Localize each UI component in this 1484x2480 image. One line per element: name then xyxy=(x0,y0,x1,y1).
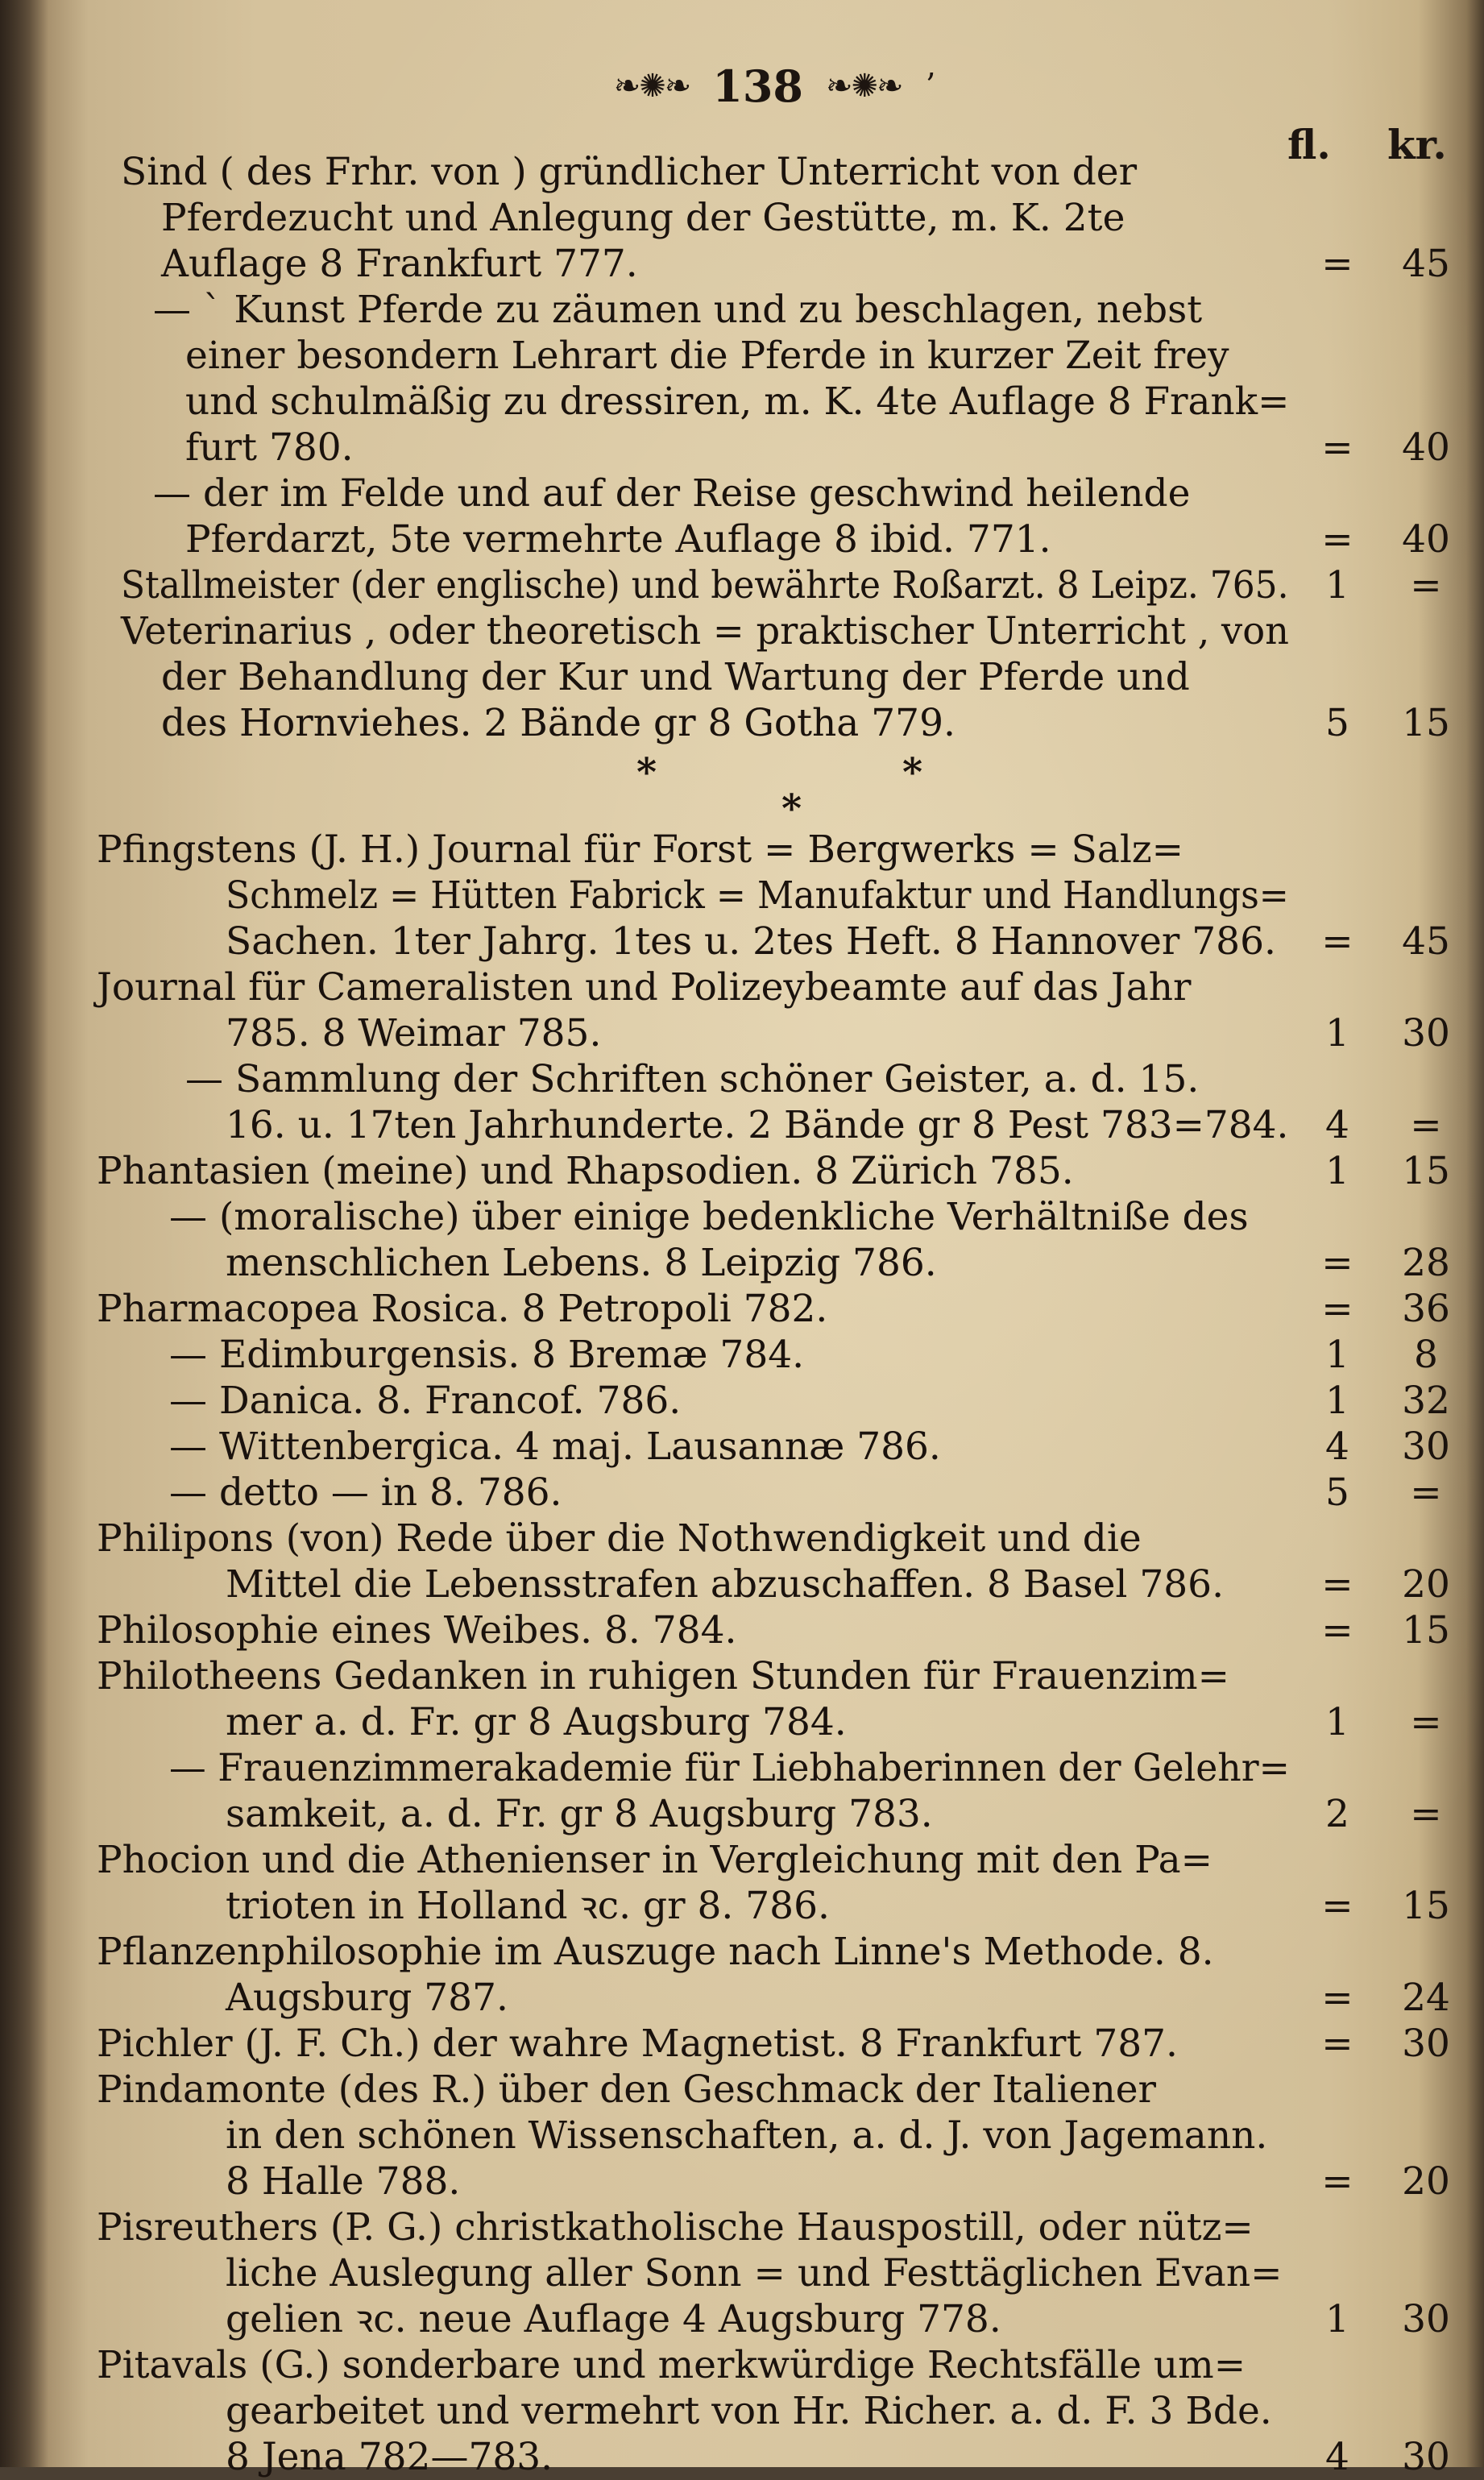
entry-line xyxy=(121,149,1484,195)
entry-line xyxy=(121,1102,1484,1148)
entry-text: gelien ꝛc. neue Auflage 4 Augsburg 778. xyxy=(226,2297,1001,2341)
entry-line xyxy=(121,2159,1484,2204)
entry-text: des Hornviehes. 2 Bände gr 8 Gotha 779. xyxy=(161,701,955,745)
entry-text: Mittel die Lebensstrafen abzuschaffen. 8 Basel 786. xyxy=(226,1562,1225,1607)
entry-line xyxy=(121,608,1484,654)
entry-text: — Danica. 8. Francof. 786. xyxy=(169,1379,682,1423)
catalog-entry xyxy=(97,2204,1484,2342)
entry-text: samkeit, a. d. Fr. gr 8 Augsburg 783. xyxy=(226,1792,933,1836)
catalog-entry xyxy=(121,1332,1484,1378)
price-florin: = xyxy=(1321,517,1353,562)
entry-text: 16. u. 17ten Jahrhunderte. 2 Bände gr 8 Pest 783=784. xyxy=(226,1103,1289,1147)
entry-text: 785. 8 Weimar 785. xyxy=(226,1011,602,1055)
entry-line xyxy=(121,471,1484,516)
entry-text: Philosophie eines Weibes. 8. 784. xyxy=(97,1608,737,1653)
entry-line xyxy=(121,2296,1484,2342)
entry-line xyxy=(121,700,1484,746)
catalog-entry xyxy=(97,1653,1484,1745)
entry-text: gearbeitet und vermehrt von Hr. Richer. a. d. F. 3 Bde. xyxy=(226,2389,1272,2433)
entry-text: Veterinarius , oder theoretisch = praktischer Unterricht , von xyxy=(121,609,1289,653)
entry-text: Phocion und die Athenienser in Vergleichung mit den Pa= xyxy=(97,1838,1213,1882)
catalog-entry xyxy=(97,1929,1484,2021)
entry-line xyxy=(121,241,1484,287)
price-florin: 5 xyxy=(1325,1470,1349,1515)
price-florin: 5 xyxy=(1325,701,1349,745)
catalog-entry xyxy=(121,608,1484,746)
catalog-entry xyxy=(97,964,1484,1056)
entry-line xyxy=(97,2204,1484,2250)
column-header-kr: kr. xyxy=(1387,121,1447,168)
entry-line xyxy=(97,964,1484,1010)
entry-text: Pferdarzt, 5te vermehrte Auflage 8 ibid. 771. xyxy=(185,517,1051,562)
price-florin: = xyxy=(1321,1287,1353,1331)
entry-line xyxy=(97,1929,1484,1975)
entry-line xyxy=(121,562,1484,608)
page-header xyxy=(564,58,983,114)
catalog-entries xyxy=(97,149,1484,2480)
entry-line xyxy=(121,1561,1484,1607)
entry-line xyxy=(97,2021,1484,2067)
divider-star: * xyxy=(902,750,923,795)
entry-text: Auflage 8 Frankfurt 777. xyxy=(161,242,638,286)
entry-line xyxy=(121,1424,1484,1470)
entry-line xyxy=(97,1607,1484,1653)
entry-line xyxy=(121,1745,1484,1791)
entry-line xyxy=(121,379,1484,425)
catalog-entry xyxy=(121,1194,1484,1286)
catalog-entry xyxy=(97,827,1484,964)
entry-text: mer a. d. Fr. gr 8 Augsburg 784. xyxy=(226,1700,847,1744)
entry-text: menschlichen Lebens. 8 Leipzig 786. xyxy=(226,1241,937,1285)
entry-line xyxy=(121,1056,1484,1102)
price-kreuzer: 30 xyxy=(1402,2435,1450,2479)
entry-text: Philipons (von) Rede über die Nothwendigkeit und die xyxy=(97,1516,1142,1561)
price-florin: 4 xyxy=(1325,1103,1349,1147)
price-florin: = xyxy=(1321,2159,1353,2204)
entry-text: Journal für Cameralisten und Polizeybeamte auf das Jahr xyxy=(97,965,1192,1010)
catalog-entry xyxy=(97,1516,1484,1607)
book-gutter xyxy=(0,0,48,2467)
entry-text: — der im Felde und auf der Reise geschwind heilende xyxy=(153,471,1191,516)
price-florin: 1 xyxy=(1325,563,1349,608)
catalog-entry xyxy=(121,562,1484,608)
entry-line xyxy=(121,1470,1484,1516)
price-kreuzer: 15 xyxy=(1402,1884,1450,1928)
entry-text: Pichler (J. F. Ch.) der wahre Magnetist. 8 Frankfurt 787. xyxy=(97,2022,1179,2066)
price-kreuzer: 30 xyxy=(1402,1011,1450,1055)
price-florin: = xyxy=(1321,1562,1353,1607)
catalog-entry xyxy=(97,1286,1484,1332)
entry-line xyxy=(121,2113,1484,2159)
catalog-entry xyxy=(97,2342,1484,2480)
entry-line xyxy=(97,2342,1484,2388)
catalog-entry xyxy=(97,1148,1484,1194)
price-kreuzer: 40 xyxy=(1402,425,1450,470)
entry-line xyxy=(97,1516,1484,1561)
entry-line xyxy=(121,1010,1484,1056)
entry-line xyxy=(121,1194,1484,1240)
entry-text: Pharmacopea Rosica. 8 Petropoli 782. xyxy=(97,1287,828,1331)
entry-text: Pisreuthers (P. G.) christkatholische Hauspostill, oder nütz= xyxy=(97,2205,1254,2250)
entry-text: — (moralische) über einige bedenkliche Verhältniße des xyxy=(169,1195,1249,1239)
entry-text: einer besondern Lehrart die Pferde in kurzer Zeit frey xyxy=(185,334,1229,378)
price-kreuzer: 30 xyxy=(1402,2297,1450,2341)
entry-line xyxy=(97,1286,1484,1332)
price-kreuzer: 30 xyxy=(1402,2022,1450,2066)
price-kreuzer: 15 xyxy=(1402,1149,1450,1193)
price-florin: 1 xyxy=(1325,1011,1349,1055)
page-number: 138 xyxy=(712,60,803,112)
entry-text: — Sammlung der Schriften schöner Geister, a. d. 15. xyxy=(185,1057,1200,1101)
entry-text: — Wittenbergica. 4 maj. Lausannæ 786. xyxy=(169,1425,941,1469)
price-florin: 2 xyxy=(1325,1792,1349,1836)
price-kreuzer: 20 xyxy=(1402,1562,1450,1607)
entry-text: Pferdezucht und Anlegung der Gestütte, m. K. 2te xyxy=(161,196,1125,240)
price-florin: 4 xyxy=(1325,2435,1349,2479)
price-kreuzer: 32 xyxy=(1402,1379,1450,1423)
price-kreuzer: 24 xyxy=(1402,1976,1450,2020)
entry-text: Pflanzenphilosophie im Auszuge nach Linne's Methode. 8. xyxy=(97,1930,1214,1974)
entry-text: 8 Jena 782—783. xyxy=(226,2435,553,2479)
entry-line xyxy=(97,1837,1484,1883)
price-florin: = xyxy=(1321,1241,1353,1285)
catalog-entry xyxy=(121,287,1484,471)
entry-text: Augsburg 787. xyxy=(226,1976,508,2020)
entry-text: Sachen. 1ter Jahrg. 1tes u. 2tes Heft. 8 Hannover 786. xyxy=(226,919,1276,964)
entry-line xyxy=(121,1883,1484,1929)
entry-text: — detto — in 8. 786. xyxy=(169,1470,562,1515)
catalog-entry xyxy=(121,1745,1484,1837)
price-kreuzer: = xyxy=(1410,1470,1442,1515)
entry-line xyxy=(121,1975,1484,2021)
price-kreuzer: 8 xyxy=(1414,1333,1438,1377)
catalog-entry xyxy=(121,1056,1484,1148)
entry-text: — Edimburgensis. 8 Bremæ 784. xyxy=(169,1333,805,1377)
entry-line xyxy=(97,827,1484,873)
price-florin: = xyxy=(1321,2022,1353,2066)
price-florin: = xyxy=(1321,425,1353,470)
entry-line xyxy=(121,195,1484,241)
price-kreuzer: = xyxy=(1410,563,1442,608)
price-florin: 1 xyxy=(1325,1149,1349,1193)
entry-text: 8 Halle 788. xyxy=(226,2159,461,2204)
catalog-entry xyxy=(97,2021,1484,2067)
price-florin: = xyxy=(1321,1884,1353,1928)
entry-text: Philotheens Gedanken in ruhigen Stunden für Frauenzim= xyxy=(97,1654,1230,1698)
entry-text: Schmelz = Hütten Fabrick = Manufaktur und Handlungs= xyxy=(226,873,1289,918)
entry-line xyxy=(121,333,1484,379)
header-mark: ʼ xyxy=(924,68,934,105)
entry-text: Sind ( des Frhr. von ) gründlicher Unterricht von der xyxy=(121,150,1138,194)
price-kreuzer: 45 xyxy=(1402,242,1450,286)
entry-line xyxy=(121,1791,1484,1837)
ornament-left: ❧✺❧ xyxy=(613,68,690,105)
price-florin: 1 xyxy=(1325,1700,1349,1744)
entry-line xyxy=(121,873,1484,919)
price-kreuzer: 36 xyxy=(1402,1287,1450,1331)
ornament-right: ❧✺❧ xyxy=(826,68,902,105)
entry-line xyxy=(121,919,1484,964)
entry-line xyxy=(121,654,1484,700)
entry-text: — ` Kunst Pferde zu zäumen und zu beschlagen, nebst xyxy=(153,288,1203,332)
price-florin: 1 xyxy=(1325,2297,1349,2341)
entry-text: Pitavals (G.) sonderbare und merkwürdige Rechtsfälle um= xyxy=(97,2343,1246,2387)
price-kreuzer: = xyxy=(1410,1792,1442,1836)
entry-line xyxy=(121,2388,1484,2434)
catalog-entry xyxy=(121,471,1484,562)
entry-text: und schulmäßig zu dressiren, m. K. 4te Auflage 8 Frank= xyxy=(185,379,1290,424)
price-kreuzer: 15 xyxy=(1402,1608,1450,1653)
price-kreuzer: 20 xyxy=(1402,2159,1450,2204)
entry-line xyxy=(121,2250,1484,2296)
catalog-entry xyxy=(97,1607,1484,1653)
price-kreuzer: 15 xyxy=(1402,701,1450,745)
section-divider xyxy=(121,746,1484,832)
entry-text: der Behandlung der Kur und Wartung der Pferde und xyxy=(161,655,1190,699)
entry-line xyxy=(121,1699,1484,1745)
entry-text: — Frauenzimmerakademie für Liebhaberinnen der Gelehr= xyxy=(169,1746,1290,1790)
price-florin: 1 xyxy=(1325,1333,1349,1377)
catalog-entry xyxy=(121,1424,1484,1470)
divider-star: * xyxy=(781,786,802,832)
catalog-entry xyxy=(97,2067,1484,2204)
entry-text: Pfingstens (J. H.) Journal für Forst = Bergwerks = Salz= xyxy=(97,827,1184,872)
entry-line xyxy=(121,516,1484,562)
entry-line xyxy=(121,287,1484,333)
price-florin: = xyxy=(1321,1976,1353,2020)
catalog-entry xyxy=(121,1470,1484,1516)
entry-text: Phantasien (meine) und Rhapsodien. 8 Zürich 785. xyxy=(97,1149,1074,1193)
price-florin: 1 xyxy=(1325,1379,1349,1423)
catalog-entry xyxy=(121,1378,1484,1424)
price-florin: = xyxy=(1321,242,1353,286)
catalog-entry xyxy=(121,149,1484,287)
entry-line xyxy=(121,1240,1484,1286)
entry-line xyxy=(97,2067,1484,2113)
entry-line xyxy=(121,1332,1484,1378)
entry-text: Stallmeister (der englische) und bewährte Roßarzt. 8 Leipz. 765. xyxy=(121,563,1289,608)
price-kreuzer: 28 xyxy=(1402,1241,1450,1285)
price-kreuzer: 30 xyxy=(1402,1425,1450,1469)
price-kreuzer: 40 xyxy=(1402,517,1450,562)
entry-text: trioten in Holland ꝛc. gr 8. 786. xyxy=(226,1884,830,1928)
column-header-fl: fl. xyxy=(1287,121,1331,168)
catalog-entry xyxy=(97,1837,1484,1929)
price-kreuzer: = xyxy=(1410,1103,1442,1147)
entry-text: in den schönen Wissenschaften, a. d. J. von Jagemann. xyxy=(226,2113,1268,2158)
price-kreuzer: 45 xyxy=(1402,919,1450,964)
entry-line xyxy=(97,1148,1484,1194)
price-florin: 4 xyxy=(1325,1425,1349,1469)
price-florin: = xyxy=(1321,919,1353,964)
entry-text: liche Auslegung aller Sonn = und Festtäglichen Evan= xyxy=(226,2251,1283,2295)
entry-text: furt 780. xyxy=(185,425,354,470)
entry-line xyxy=(121,2434,1484,2480)
divider-star: * xyxy=(636,750,657,795)
price-kreuzer: = xyxy=(1410,1700,1442,1744)
entry-line xyxy=(97,1653,1484,1699)
price-florin: = xyxy=(1321,1608,1353,1653)
entry-line xyxy=(121,1378,1484,1424)
entry-line xyxy=(121,425,1484,471)
entry-text: Pindamonte (des R.) über den Geschmack der Italiener xyxy=(97,2067,1157,2112)
